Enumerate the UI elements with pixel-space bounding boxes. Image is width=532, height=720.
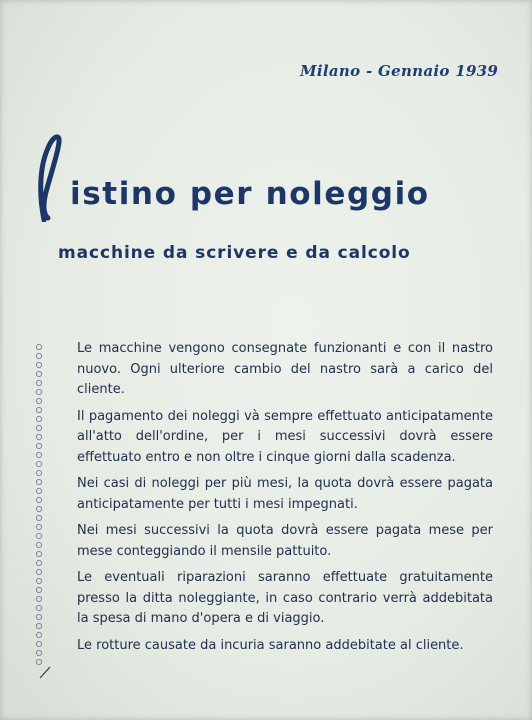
paragraph-damage: Le rotture causate da incuria saranno addebitate al cliente. [77, 637, 464, 653]
pencil-mark [38, 664, 52, 680]
paragraph-payment: Il pagamento dei noleggi và sempre effettuato anticipatamente all'atto dell'ordine, per i mesi successivi dovrà essere effettuato entro e non oltre i cinque giorni dalla scadenza. [77, 408, 493, 465]
script-initial-l [28, 130, 62, 222]
perforation-holes [34, 343, 44, 683]
paragraph-following-months: Nei mesi successivi la quota dovrà essere pagata mese per mese conteggiando il mensile pattuito. [77, 523, 493, 559]
terms-body [77, 339, 493, 662]
document-title [28, 130, 508, 230]
paragraph-ribbon: Le macchine vengono consegnate funzionanti e con il nastro nuovo. Ogni ulteriore cambio del nastro sarà a carico del cliente. [77, 341, 493, 397]
paragraph-repairs: Le eventuali riparazioni saranno effettuate gratuitamente presso la ditta noleggiante, in caso contrario verrà addebitata la spesa di mano d'opera e di viaggio. [77, 570, 493, 626]
subtitle: macchine da scrivere e da calcolo [58, 243, 411, 263]
title-text: istino per noleggio [70, 176, 430, 212]
paragraph-multi-month: Nei casi di noleggi per più mesi, la quota dovrà essere pagata anticipatamente per tutti i mesi impegnati. [77, 476, 493, 512]
dateline: Milano - Gennaio 1939 [300, 62, 499, 80]
